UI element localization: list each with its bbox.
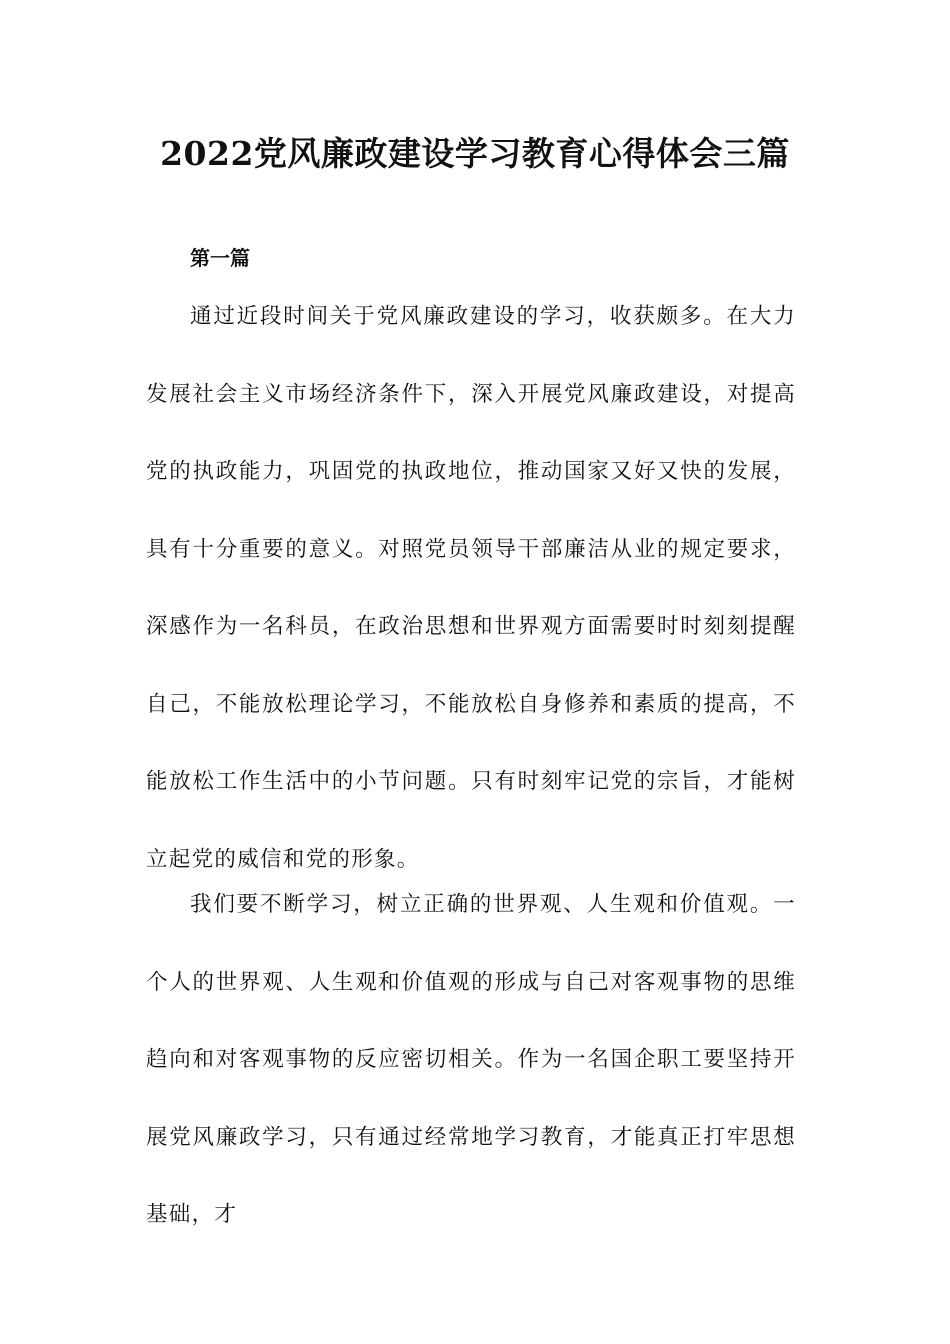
- paragraph-1: 通过近段时间关于党风廉政建设的学习，收获颇多。在大力发展社会主义市场经济条件下，深入开展党风廉政建设，对提高党的执政能力，巩固党的执政地位，推动国家又好又快的发展，具有十分重要的意义。对照党员领导干部廉洁从业的规定要求，深感作为一名科员，在政治思想和世界观方面需要时时刻刻提醒自己，不能放松理论学习，不能放松自身修养和素质的提高，不能放松工作生活中的小节问题。只有时刻牢记党的宗旨，才能树立起党的威信和党的形象。: [146, 304, 796, 872]
- paragraph-2: 我们要不断学习，树立正确的世界观、人生观和价值观。一个人的世界观、人生观和价值观的形成与自己对客观事物的思维趋向和对客观事物的反应密切相关。作为一名国企职工要坚持开展党风廉政学习，只有通过经常地学习教育，才能真正打牢思想基础，才: [146, 892, 796, 1227]
- document-title: 2022党风廉政建设学习教育心得体会三篇: [160, 134, 790, 173]
- section-heading: 第一篇: [190, 246, 250, 270]
